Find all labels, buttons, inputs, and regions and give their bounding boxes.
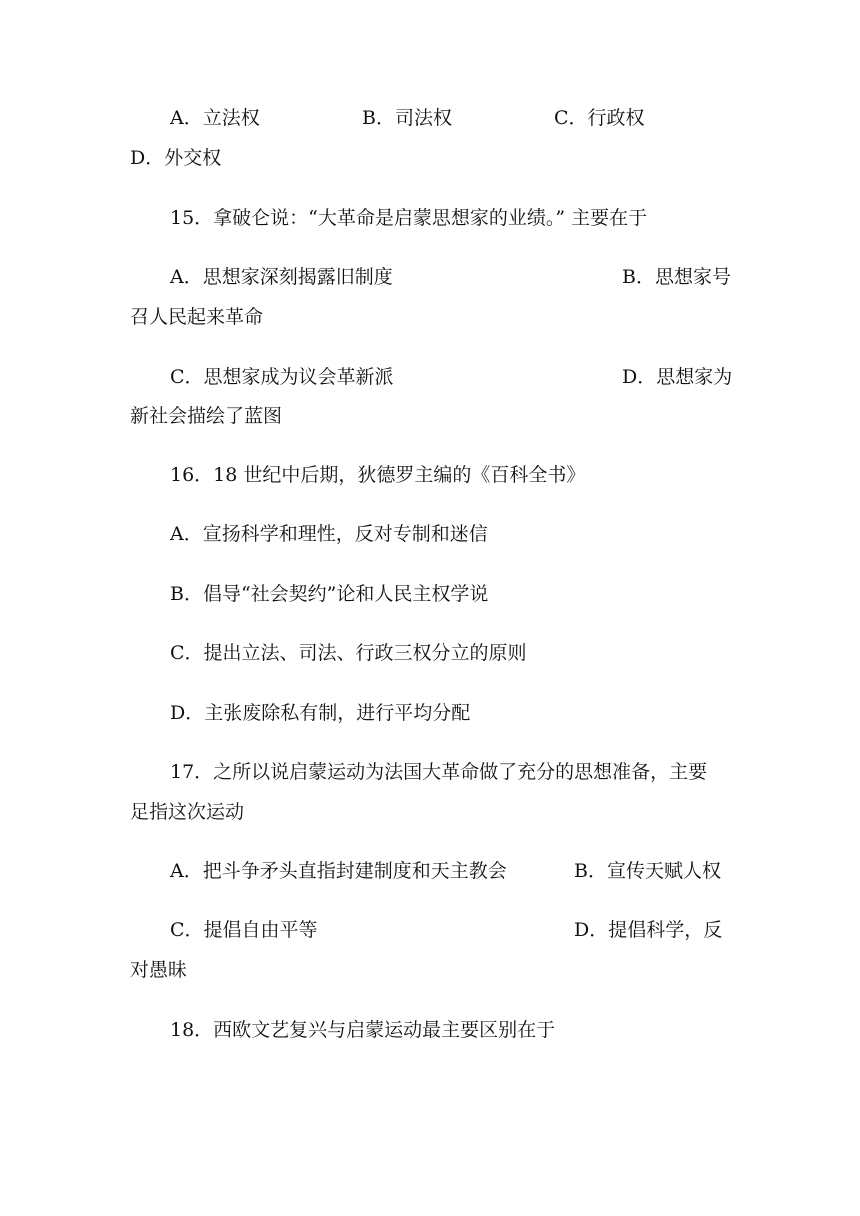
q17-option-a: A．把斗争矛头直指封建制度和天主教会: [170, 860, 507, 882]
q16-stem: 16．18 世纪中后期，狄德罗主编的《百科全书》: [170, 464, 586, 486]
q17-option-d-part2: 对愚昧: [130, 959, 188, 981]
q17-stem-line1: 17．之所以说启蒙运动为法国大革命做了充分的思想准备，主要: [170, 761, 708, 783]
q15-stem: 15．拿破仑说：“大革命是启蒙思想家的业绩。” 主要在于: [170, 207, 648, 229]
q14-option-d: D．外交权: [130, 147, 222, 169]
q14-option-c: C．行政权: [554, 107, 645, 129]
q14-option-b: B．司法权: [362, 107, 452, 129]
q14-option-a: A．立法权: [170, 107, 260, 129]
q17-option-b: B．宣传天赋人权: [574, 860, 721, 882]
q15-option-d-part1: D．思想家为: [622, 366, 733, 388]
q15-option-a: A．思想家深刻揭露旧制度: [170, 266, 393, 288]
q16-option-b: B．倡导“社会契约”论和人民主权学说: [170, 583, 489, 605]
q17-option-c: C．提倡自由平等: [170, 919, 318, 941]
q16-option-a: A．宣扬科学和理性，反对专制和迷信: [170, 523, 488, 545]
q16-option-d: D．主张废除私有制，进行平均分配: [170, 702, 471, 724]
q15-option-c: C．思想家成为议会革新派: [170, 366, 394, 388]
q18-stem: 18．西欧文艺复兴与启蒙运动最主要区别在于: [170, 1019, 556, 1041]
q17-stem-line2: 足指这次运动: [130, 801, 245, 823]
q17-option-d-part1: D．提倡科学，反: [574, 919, 723, 941]
q15-option-b-part2: 召人民起来革命: [130, 306, 264, 328]
q15-option-b-part1: B．思想家号: [622, 266, 731, 288]
q15-option-d-part2: 新社会描绘了蓝图: [130, 405, 283, 427]
q16-option-c: C．提出立法、司法、行政三权分立的原则: [170, 642, 527, 664]
